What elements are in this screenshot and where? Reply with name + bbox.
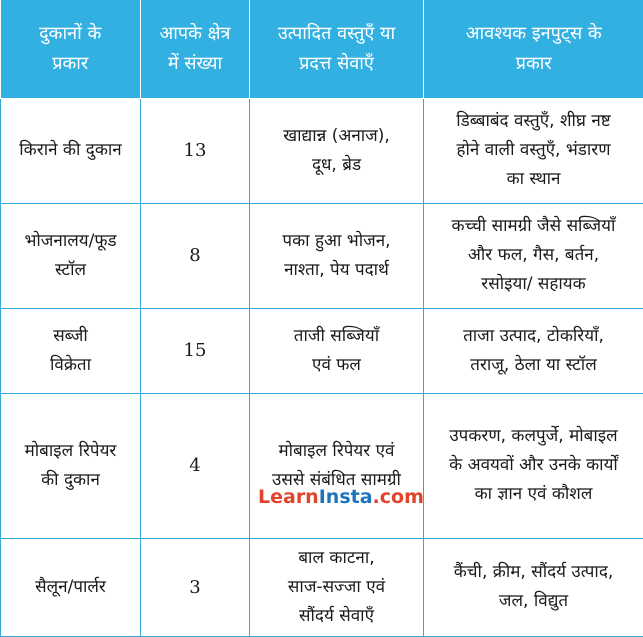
cell-line: उससे संबंधित सामग्री [258,466,415,495]
header-line: उत्पादित वस्तुएँ या [258,19,415,49]
cell-count: 15 [141,308,250,393]
header-line: आवश्यक इनपुट्स के [432,19,636,49]
cell-inputs [424,393,643,538]
cell-line: सौंदर्य सेवाएँ [258,602,415,631]
cell-goods [250,98,424,203]
cell-line: जल, विद्युत [432,587,635,616]
cell-line: एवं फल [258,351,415,380]
cell-shop-type [1,203,141,308]
cell-line: साज-सज्जा एवं [258,573,415,602]
cell-line: उपकरण, कलपुर्जे, मोबाइल [432,422,635,451]
table-row [1,393,643,538]
cell-line: ताजी सब्जियाँ [258,322,415,351]
cell-count: 3 [141,538,250,636]
cell-line: कैंची, क्रीम, सौंदर्य उत्पाद, [432,558,635,587]
cell-inputs [424,98,643,203]
cell-line: स्टॉल [9,256,132,285]
cell-line: ताजा उत्पाद, टोकरियाँ, [432,322,635,351]
cell-line: मोबाइल रिपेयर [9,437,132,466]
cell-line: होने वाली वस्तुएँ, भंडारण [432,136,635,165]
cell-shop-type [1,393,141,538]
cell-inputs [424,203,643,308]
table-body [1,98,643,636]
watermark-part: Insta [319,486,373,508]
cell-count: 4 [141,393,250,538]
cell-line: विक्रेता [9,351,132,380]
cell-shop-type [1,308,141,393]
cell-count: 8 [141,203,250,308]
cell-count: 13 [141,98,250,203]
header-inputs [424,0,643,98]
cell-line: सैलून/पार्लर [9,573,132,602]
cell-line: कच्ची सामग्री जैसे सब्जियाँ [432,212,635,241]
header-line: दुकानों के [9,19,133,49]
watermark-part: Learn [258,486,319,508]
header-goods [250,0,424,98]
cell-line: किराने की दुकान [9,136,132,165]
cell-shop-type [1,98,141,203]
header-line: प्रदत्त सेवाएँ [258,49,415,79]
cell-line: सब्जी [9,322,132,351]
cell-goods [250,538,424,636]
table-header [1,0,643,98]
header-line: आपके क्षेत्र [149,19,241,49]
cell-line: तराजू, ठेला या स्टॉल [432,351,635,380]
cell-line: डिब्बाबंद वस्तुएँ, शीघ्र नष्ट [432,107,635,136]
cell-goods [250,203,424,308]
cell-inputs [424,538,643,636]
cell-shop-type [1,538,141,636]
cell-line: की दुकान [9,466,132,495]
cell-line: का ज्ञान एवं कौशल [432,480,635,509]
header-line: प्रकार [9,49,133,79]
header-shop-type [1,0,141,98]
cell-line: बाल काटना, [258,544,415,573]
cell-line: भोजनालय/फूड [9,227,132,256]
header-line: में संख्या [149,49,241,79]
watermark-logo [258,486,424,508]
cell-line: दूध, ब्रेड [258,151,415,180]
cell-line: के अवयवों और उनके कार्यों [432,451,635,480]
table-row [1,203,643,308]
cell-goods [250,308,424,393]
table-row [1,538,643,636]
cell-inputs [424,308,643,393]
table-row [1,98,643,203]
cell-goods [250,393,424,538]
cell-line: और फल, गैस, बर्तन, [432,241,635,270]
cell-line: मोबाइल रिपेयर एवं [258,437,415,466]
cell-line: रसोइया/ सहायक [432,270,635,299]
cell-line: पका हुआ भोजन, [258,227,415,256]
cell-line: खाद्यान्न (अनाज), [258,122,415,151]
header-line: प्रकार [432,49,636,79]
table-row [1,308,643,393]
cell-line: का स्थान [432,165,635,194]
header-count [141,0,250,98]
cell-line: नाश्ता, पेय पदार्थ [258,256,415,285]
watermark-part: .com [373,486,424,508]
